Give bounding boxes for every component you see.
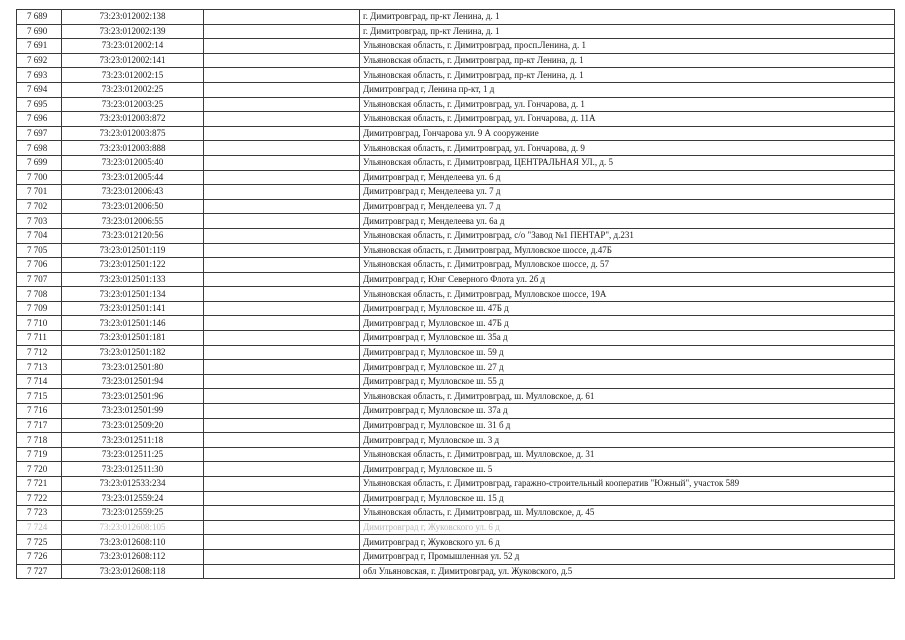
note-cell (204, 564, 360, 579)
address-cell: Димитровград г, Жуковского ул. 6 д (360, 535, 895, 550)
note-cell (204, 549, 360, 564)
cadastral-number: 73:23:012005:40 (62, 155, 204, 170)
cadastral-number: 73:23:012501:99 (62, 404, 204, 419)
cadastral-number: 73:23:012501:80 (62, 360, 204, 375)
table-row (17, 199, 895, 214)
row-number: 7 718 (17, 433, 62, 448)
address-cell: Ульяновская область, г. Димитровград, ЦЕНТРАЛЬНАЯ УЛ., д. 5 (360, 155, 895, 170)
note-cell (204, 404, 360, 419)
note-cell (204, 418, 360, 433)
row-number: 7 720 (17, 462, 62, 477)
row-number: 7 696 (17, 112, 62, 127)
cadastral-number: 73:23:012120:56 (62, 228, 204, 243)
row-number: 7 701 (17, 185, 62, 200)
address-cell: Димитровград г, Мулловское ш. 59 д (360, 345, 895, 360)
row-number: 7 705 (17, 243, 62, 258)
cadastral-number: 73:23:012608:105 (62, 520, 204, 535)
address-cell: Ульяновская область, г. Димитровград, с/о "Завод №1 ПЕНТАР", д.231 (360, 228, 895, 243)
table-row (17, 433, 895, 448)
note-cell (204, 10, 360, 25)
address-cell: Димитровград г, Мулловское ш. 35а д (360, 331, 895, 346)
address-cell: Димитровград г, Мулловское ш. 55 д (360, 374, 895, 389)
row-number: 7 711 (17, 331, 62, 346)
row-number: 7 693 (17, 68, 62, 83)
address-cell: Ульяновская область, г. Димитровград, просп.Ленина, д. 1 (360, 39, 895, 54)
cadastral-number: 73:23:012006:43 (62, 185, 204, 200)
note-cell (204, 82, 360, 97)
note-cell (204, 360, 360, 375)
table-row (17, 39, 895, 54)
note-cell (204, 506, 360, 521)
table-row (17, 331, 895, 346)
note-cell (204, 301, 360, 316)
row-number: 7 707 (17, 272, 62, 287)
row-number: 7 704 (17, 228, 62, 243)
note-cell (204, 185, 360, 200)
note-cell (204, 141, 360, 156)
address-cell: Ульяновская область, г. Димитровград, ш. Мулловское, д. 45 (360, 506, 895, 521)
address-cell: Димитровград г, Мулловское ш. 47Б д (360, 301, 895, 316)
table-row (17, 316, 895, 331)
address-cell: Димитровград, Гончарова ул. 9 А сооружение (360, 126, 895, 141)
row-number: 7 717 (17, 418, 62, 433)
table-row (17, 374, 895, 389)
note-cell (204, 155, 360, 170)
note-cell (204, 520, 360, 535)
row-number: 7 719 (17, 447, 62, 462)
table-row (17, 53, 895, 68)
address-cell: Димитровград г, Жуковского ул. 6 д (360, 520, 895, 535)
address-cell: Димитровград г, Менделеева ул. 6 д (360, 170, 895, 185)
note-cell (204, 170, 360, 185)
row-number: 7 714 (17, 374, 62, 389)
cadastral-number: 73:23:012002:138 (62, 10, 204, 25)
table-row (17, 549, 895, 564)
cadastral-number: 73:23:012002:141 (62, 53, 204, 68)
row-number: 7 721 (17, 477, 62, 492)
address-cell: г. Димитровград, пр-кт Ленина, д. 1 (360, 10, 895, 25)
table-row (17, 404, 895, 419)
cadastral-number: 73:23:012002:25 (62, 82, 204, 97)
table-row (17, 141, 895, 156)
row-number: 7 722 (17, 491, 62, 506)
address-cell: Ульяновская область, г. Димитровград, ш. Мулловское, д. 31 (360, 447, 895, 462)
address-cell: Димитровград г, Промышленная ул. 52 д (360, 549, 895, 564)
row-number: 7 700 (17, 170, 62, 185)
address-cell: Ульяновская область, г. Димитровград, ул. Гончарова, д. 9 (360, 141, 895, 156)
address-cell: Ульяновская область, г. Димитровград, Мулловское шоссе, д.47Б (360, 243, 895, 258)
row-number: 7 710 (17, 316, 62, 331)
address-cell: Ульяновская область, г. Димитровград, ш. Мулловское, д. 61 (360, 389, 895, 404)
address-cell: Ульяновская область, г. Димитровград, Мулловское шоссе, 19А (360, 287, 895, 302)
address-cell: Димитровград г, Менделеева ул. 7 д (360, 199, 895, 214)
address-cell: Ульяновская область, г. Димитровград, гаражно-строительный кооператив "Южный", участок 589 (360, 477, 895, 492)
note-cell (204, 491, 360, 506)
note-cell (204, 258, 360, 273)
cadastral-number: 73:23:012501:96 (62, 389, 204, 404)
address-cell: Димитровград г, Ленина пр-кт, 1 д (360, 82, 895, 97)
address-cell: Ульяновская область, г. Димитровград, пр-кт Ленина, д. 1 (360, 53, 895, 68)
row-number: 7 726 (17, 549, 62, 564)
cadastral-number: 73:23:012002:139 (62, 24, 204, 39)
note-cell (204, 39, 360, 54)
address-cell: Ульяновская область, г. Димитровград, ул. Гончарова, д. 11А (360, 112, 895, 127)
row-number: 7 724 (17, 520, 62, 535)
note-cell (204, 287, 360, 302)
address-cell: Димитровград г, Мулловское ш. 37а д (360, 404, 895, 419)
document-sheet (16, 9, 894, 579)
address-cell: Димитровград г, Мулловское ш. 31 б д (360, 418, 895, 433)
row-number: 7 690 (17, 24, 62, 39)
cadastral-number: 73:23:012501:182 (62, 345, 204, 360)
cadastral-number: 73:23:012003:875 (62, 126, 204, 141)
address-cell: обл Ульяновская, г. Димитровград, ул. Жуковского, д.5 (360, 564, 895, 579)
note-cell (204, 345, 360, 360)
table-row (17, 82, 895, 97)
cadastral-number: 73:23:012501:133 (62, 272, 204, 287)
row-number: 7 703 (17, 214, 62, 229)
note-cell (204, 447, 360, 462)
table-body (17, 10, 895, 579)
cadastral-number: 73:23:012501:181 (62, 331, 204, 346)
row-number: 7 691 (17, 39, 62, 54)
table-row (17, 447, 895, 462)
table-row (17, 258, 895, 273)
row-number: 7 697 (17, 126, 62, 141)
table-row (17, 520, 895, 535)
row-number: 7 708 (17, 287, 62, 302)
row-number: 7 695 (17, 97, 62, 112)
cadastral-number: 73:23:012559:24 (62, 491, 204, 506)
table-row (17, 389, 895, 404)
note-cell (204, 97, 360, 112)
row-number: 7 698 (17, 141, 62, 156)
table-row (17, 462, 895, 477)
cadastral-number: 73:23:012501:141 (62, 301, 204, 316)
cadastral-number: 73:23:012003:888 (62, 141, 204, 156)
row-number: 7 713 (17, 360, 62, 375)
note-cell (204, 433, 360, 448)
note-cell (204, 53, 360, 68)
row-number: 7 725 (17, 535, 62, 550)
table-row (17, 24, 895, 39)
table-row (17, 170, 895, 185)
row-number: 7 702 (17, 199, 62, 214)
note-cell (204, 374, 360, 389)
row-number: 7 699 (17, 155, 62, 170)
note-cell (204, 126, 360, 141)
table-row (17, 272, 895, 287)
table-row (17, 97, 895, 112)
table-row (17, 68, 895, 83)
cadastral-number: 73:23:012003:25 (62, 97, 204, 112)
note-cell (204, 24, 360, 39)
cadastral-number: 73:23:012501:122 (62, 258, 204, 273)
row-number: 7 712 (17, 345, 62, 360)
address-cell: Димитровград г, Менделеева ул. 7 д (360, 185, 895, 200)
table-row (17, 214, 895, 229)
note-cell (204, 462, 360, 477)
table-row (17, 535, 895, 550)
table-row (17, 112, 895, 127)
table-row (17, 228, 895, 243)
address-cell: Ульяновская область, г. Димитровград, ул. Гончарова, д. 1 (360, 97, 895, 112)
table-row (17, 243, 895, 258)
address-cell: Димитровград г, Мулловское ш. 47Б д (360, 316, 895, 331)
note-cell (204, 228, 360, 243)
table-row (17, 185, 895, 200)
cadastral-number: 73:23:012005:44 (62, 170, 204, 185)
table-row (17, 287, 895, 302)
address-cell: г. Димитровград, пр-кт Ленина, д. 1 (360, 24, 895, 39)
note-cell (204, 272, 360, 287)
table-row (17, 360, 895, 375)
cadastral-number: 73:23:012501:119 (62, 243, 204, 258)
note-cell (204, 316, 360, 331)
address-cell: Димитровград г, Мулловское ш. 27 д (360, 360, 895, 375)
cadastral-number: 73:23:012559:25 (62, 506, 204, 521)
table-row (17, 491, 895, 506)
cadastral-number: 73:23:012511:25 (62, 447, 204, 462)
address-cell: Димитровград г, Мулловское ш. 5 (360, 462, 895, 477)
row-number: 7 709 (17, 301, 62, 316)
table-row (17, 345, 895, 360)
cadastral-number: 73:23:012501:134 (62, 287, 204, 302)
cadastral-number: 73:23:012608:110 (62, 535, 204, 550)
row-number: 7 723 (17, 506, 62, 521)
note-cell (204, 214, 360, 229)
cadastral-number: 73:23:012509:20 (62, 418, 204, 433)
note-cell (204, 199, 360, 214)
address-cell: Димитровград г, Мулловское ш. 15 д (360, 491, 895, 506)
table-row (17, 126, 895, 141)
cadastral-number: 73:23:012006:50 (62, 199, 204, 214)
row-number: 7 689 (17, 10, 62, 25)
row-number: 7 715 (17, 389, 62, 404)
cadastral-number: 73:23:012608:112 (62, 549, 204, 564)
note-cell (204, 477, 360, 492)
table-row (17, 155, 895, 170)
cadastral-number: 73:23:012608:118 (62, 564, 204, 579)
table-row (17, 418, 895, 433)
table-row (17, 506, 895, 521)
address-cell: Димитровград г, Менделеева ул. 6а д (360, 214, 895, 229)
cadastral-number: 73:23:012511:18 (62, 433, 204, 448)
cadastral-number: 73:23:012002:14 (62, 39, 204, 54)
note-cell (204, 389, 360, 404)
cadastral-number: 73:23:012533:234 (62, 477, 204, 492)
note-cell (204, 243, 360, 258)
table-row (17, 564, 895, 579)
row-number: 7 727 (17, 564, 62, 579)
cadastral-number: 73:23:012501:94 (62, 374, 204, 389)
cadastral-number: 73:23:012003:872 (62, 112, 204, 127)
note-cell (204, 112, 360, 127)
address-cell: Димитровград г, Мулловское ш. 3 д (360, 433, 895, 448)
note-cell (204, 68, 360, 83)
address-cell: Ульяновская область, г. Димитровград, пр-кт Ленина, д. 1 (360, 68, 895, 83)
table-row (17, 301, 895, 316)
note-cell (204, 535, 360, 550)
row-number: 7 694 (17, 82, 62, 97)
cadastral-number: 73:23:012501:146 (62, 316, 204, 331)
property-table (16, 9, 895, 579)
cadastral-number: 73:23:012511:30 (62, 462, 204, 477)
address-cell: Ульяновская область, г. Димитровград, Мулловское шоссе, д. 57 (360, 258, 895, 273)
table-row (17, 10, 895, 25)
row-number: 7 692 (17, 53, 62, 68)
row-number: 7 716 (17, 404, 62, 419)
table-row (17, 477, 895, 492)
cadastral-number: 73:23:012006:55 (62, 214, 204, 229)
cadastral-number: 73:23:012002:15 (62, 68, 204, 83)
address-cell: Димитровград г, Юнг Северного Флота ул. 2б д (360, 272, 895, 287)
note-cell (204, 331, 360, 346)
row-number: 7 706 (17, 258, 62, 273)
